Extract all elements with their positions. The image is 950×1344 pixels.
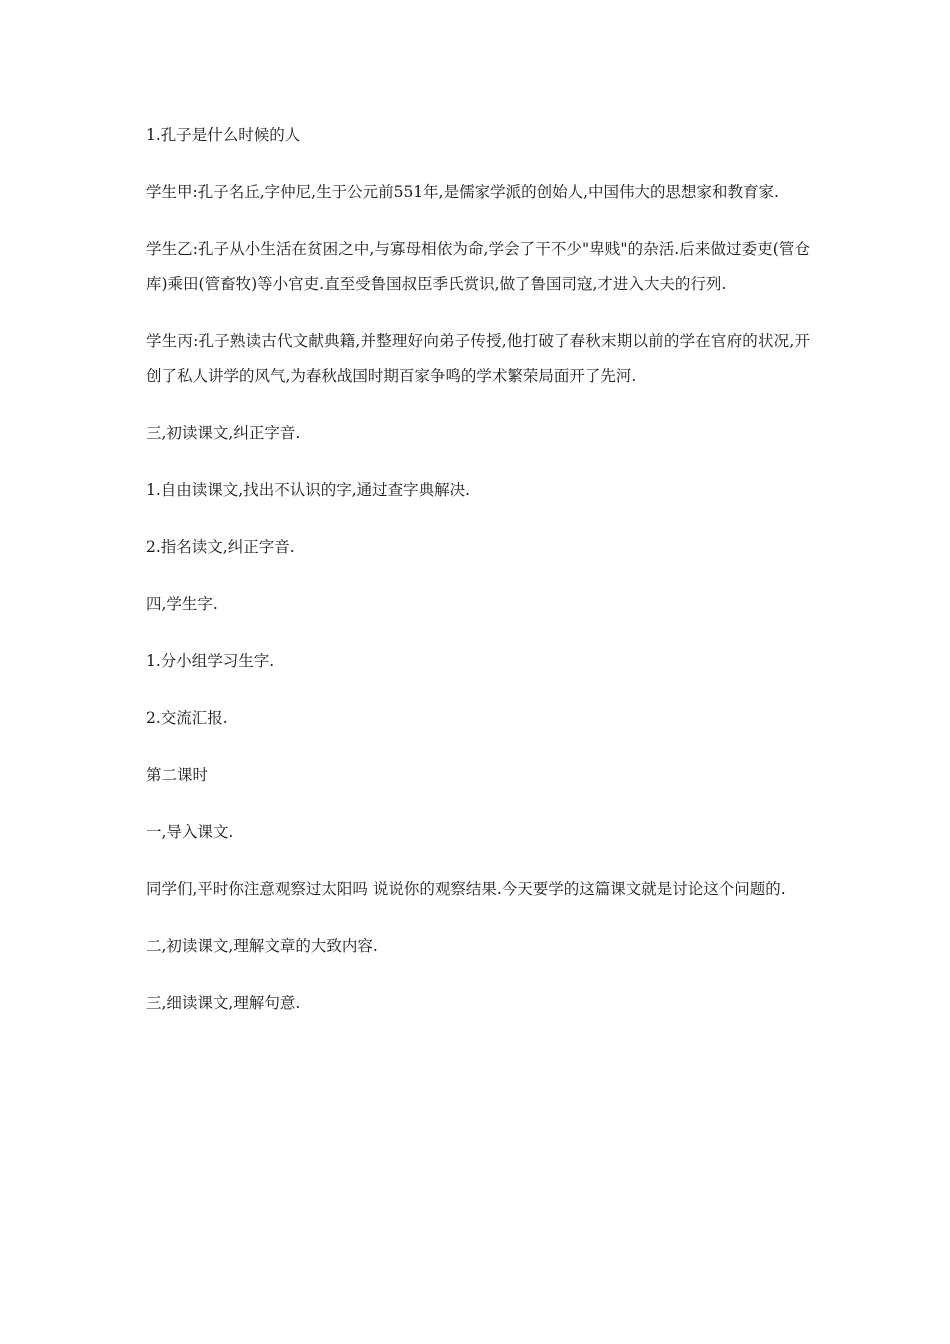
section-heading-first-read: 二,初读课文,理解文章的大致内容. <box>146 937 378 955</box>
section-heading-reading: 三,初读课文,纠正字音. <box>146 424 301 442</box>
list-item-named-reading: 2.指名读文,纠正字音. <box>146 538 295 556</box>
list-item-group-study: 1.分小组学习生字. <box>146 652 275 670</box>
student-c-answer: 学生丙:孔子熟读古代文献典籍,并整理好向弟子传授,他打破了春秋末期以前的学在官府的状况,开创了私人讲学的风气,为春秋战国时期百家争鸣的学术繁荣局面开了先河. <box>146 332 810 385</box>
list-item-report: 2.交流汇报. <box>146 709 228 727</box>
lesson-title-second: 第二课时 <box>146 766 209 784</box>
section-heading-close-read: 三,细读课文,理解句意. <box>146 994 301 1012</box>
section-heading-new-words: 四,学生字. <box>146 595 218 613</box>
document-body <box>146 118 810 1043</box>
section-heading-intro: 一,导入课文. <box>146 823 234 841</box>
student-a-answer: 学生甲:孔子名丘,字仲尼,生于公元前551年,是儒家学派的创始人,中国伟大的思想家和教育家. <box>146 183 779 201</box>
question-heading: 1.孔子是什么时候的人 <box>146 126 301 144</box>
student-b-answer: 学生乙:孔子从小生活在贫困之中,与寡母相依为命,学会了干不少"卑贱"的杂活.后来做过委吏(管仓库)乘田(管畜牧)等小官吏.直至受鲁国叔臣季氏赏识,做了鲁国司寇,才进入大夫的行列. <box>146 240 810 293</box>
list-item-free-reading: 1.自由读课文,找出不认识的字,通过查字典解决. <box>146 481 471 499</box>
intro-paragraph: 同学们,平时你注意观察过太阳吗 说说你的观察结果.今天要学的这篇课文就是讨论这个问题的. <box>146 880 786 898</box>
